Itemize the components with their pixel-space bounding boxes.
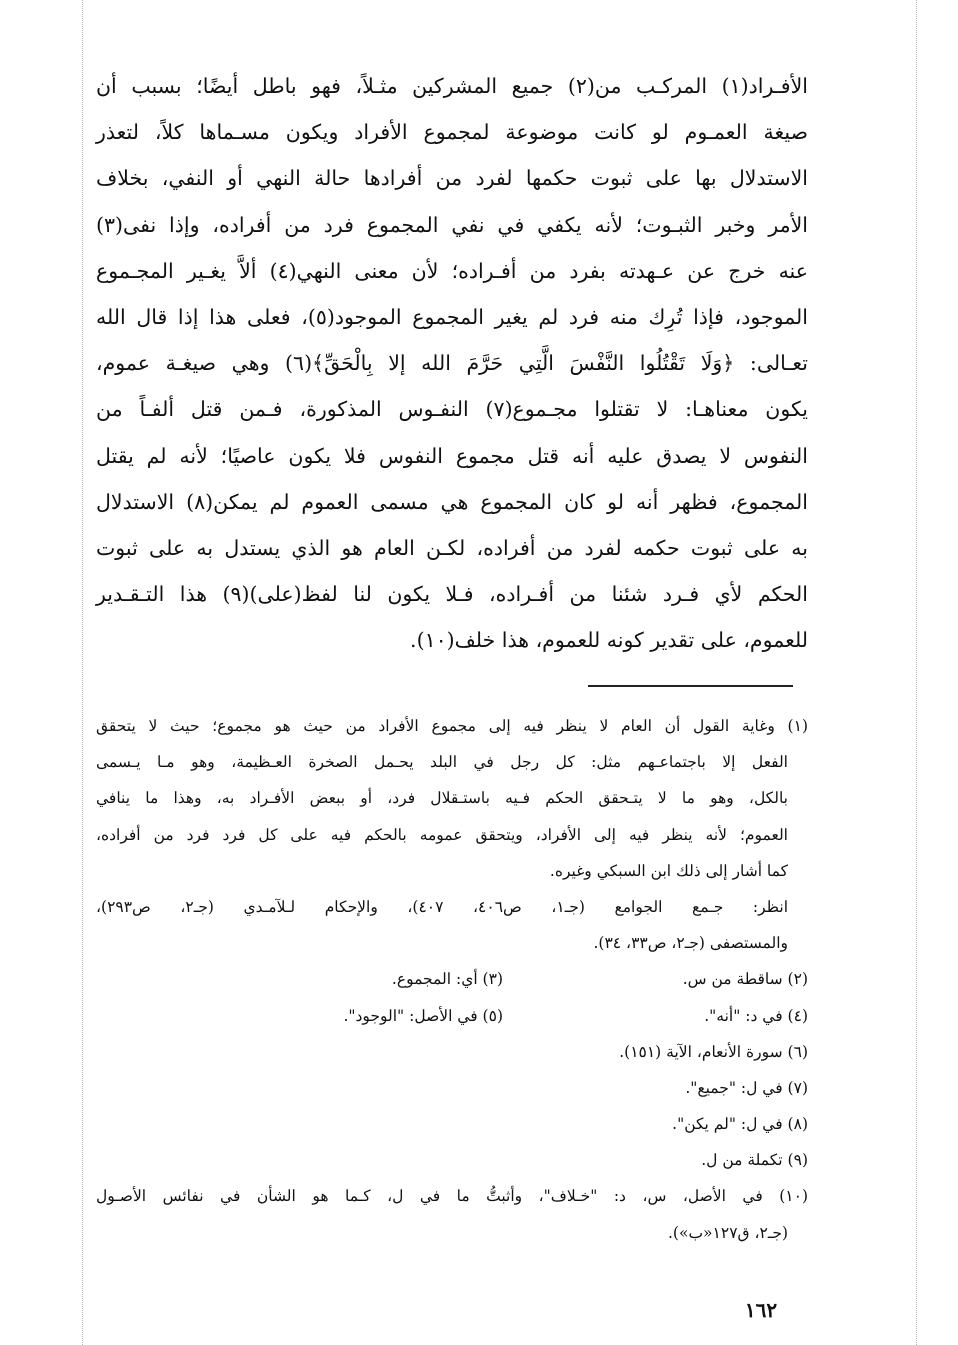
footnote-row-4-5 [96,998,808,1034]
footnotes-block [96,708,808,1251]
footnote-8: (٨) في ل: "لم يكن". [672,1115,808,1134]
footnote-1-line: بالكل، وهو ما لا يتـحقق الحكم فـيه باستـقلال فرد، أو ببعض الأفـراد به، وهذا ما ينافي [96,789,788,808]
main-text-block [96,63,808,663]
main-text-line: للعموم، على تقدير كونه للعموم، هذا خلف(١٠). [410,628,808,653]
page-number: ١٦٢ [744,1298,778,1322]
scan-edge-right [916,0,917,1345]
scan-edge-left [82,0,83,1345]
footnote-row-2-3 [96,961,808,997]
footnote-6: (٦) سورة الأنعام، الآية (١٥١). [619,1042,808,1061]
main-text-line: النفوس لا يصدق عليه أنه قتل مجموع النفوس فلا يكون عاصيًا؛ لأنه لم يقتل [96,443,808,468]
footnote-1-reference: انظر: جـمع الجوامع (جـ١، ص٤٠٦، ٤٠٧)، والإحكام لـلآمـدي (جـ٢، ص٢٩٣)، [96,897,789,916]
footnote-1-line: كما أشار إلى ذلك ابن السبكي وغيره. [549,861,788,880]
footnote-1-line: الفعل إلا باجتماعـهم مثل: كل رجل في البلد يحـمل الصخرة العـظيمة، وهو مـا يـسمى [96,753,788,772]
footnote-10-line: (١٠) في الأصل، س، د: "خـلاف"، وأثبتُّ ما في ل، كـما هو الشأن في نفائس الأصـول [96,1187,808,1206]
main-text-line: الاستدلال بها على ثبوت حكمها لفرد من أفرادها حالة النهي أو النفي، بخلاف [96,166,808,191]
footnote-1-line: العموم؛ لأنه ينظر فيه إلى الأفراد، ويتحقق عمومه بالحكم فيه على كل فرد فرد من أفراده، [96,825,788,844]
footnote-2: (٢) ساقطة من س. [682,970,808,989]
footnote-divider [588,685,793,687]
main-text-line: يكون معناهـا: لا تقتلوا مجـموع(٧) النفـوس المذكورة، فـمن قتل ألفـاً من [96,397,808,422]
main-text-line: تعـالى: ﴿وَلَا تَقْتُلُوا النَّفْسَ الَّتِي حَرَّمَ الله إلا بِالْحَقِّ﴾(٦) وهي صيغـة عموم، [96,351,808,376]
footnote-9: (٩) تكملة من ل. [701,1151,808,1170]
footnote-3: (٣) أي: المجموع. [391,970,503,989]
footnote-1-line: (١) وغاية القول أن العام لا ينظر فيه إلى مجموع الأفراد من حيث هو مجموع؛ حيث لا يتحقق [96,717,808,735]
main-text-line: الأفـراد(١) المركـب من(٢) جميع المشركين مثـلاً، فهو باطل أيضًا؛ بسبب أن [96,74,808,98]
footnote-10-line: (جـ٢، ق١٢٧«ب»). [668,1223,788,1242]
main-text-line: الأمر وخبر الثبـوت؛ لأنه يكفي في نفي المجموع فرد من أفراده، وإذا نفى(٣) [96,212,808,237]
main-text-line: الحكم لأي فـرد شئنا من أفـراده، فـلا يكون لنا لفظ(على)(٩) هذا التـقـدير [96,582,808,607]
footnote-7: (٧) في ل: "جميع". [685,1078,808,1097]
main-text-line: الموجود، فإذا تُرِك منه فرد لم يغير المجموع الموجود(٥)، فعلى هذا إذا قال الله [96,304,808,329]
footnote-4: (٤) في د: "أنه". [704,1006,808,1025]
footnote-5: (٥) في الأصل: "الوجود". [343,1006,503,1025]
main-text-line: صيغة العمـوم لو كانت موضوعة لمجموع الأفراد ويكون مسـماها كلاً، لتعذر [96,120,808,145]
main-text-line: المجموع، فظهر أنه لو كان المجموع هي مسمى العموم لم يمكن(٨) الاستدلال [96,489,808,514]
main-text-line: عنه خرج عن عـهدته بفرد من أفـراده؛ لأن معنى النهي(٤) ألاَّ يغـير المجـموع [96,258,808,283]
footnote-1-reference: والمستصفى (جـ٢، ص٣٣، ٣٤). [593,934,788,953]
main-text-line: به على ثبوت حكمه لفرد من أفراده، لكـن العام هو الذي يستدل به على ثبوت [96,535,808,560]
